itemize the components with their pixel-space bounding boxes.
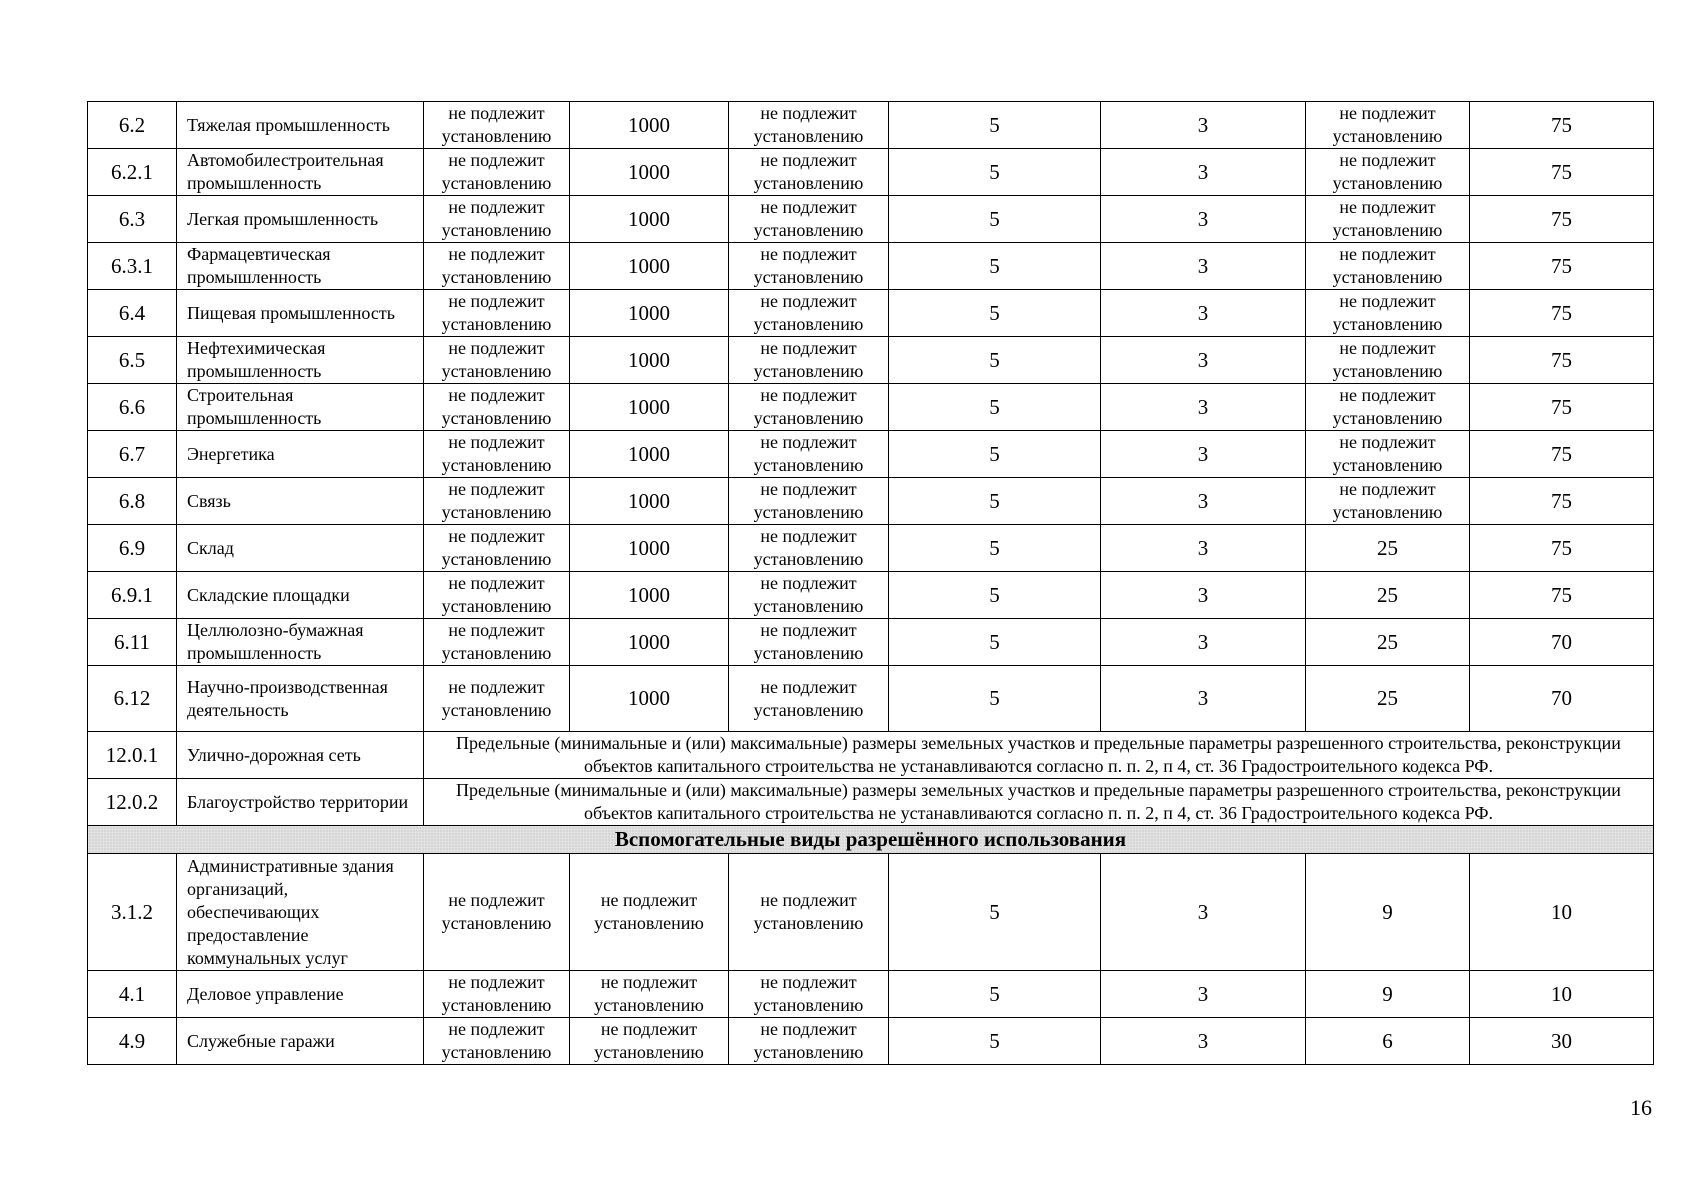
- max-area-cell: 1000: [570, 572, 729, 619]
- frontage-cell: не подлежит установлению: [729, 384, 889, 431]
- table-row: [88, 1018, 1654, 1065]
- name-cell: Служебные гаражи: [177, 1018, 424, 1065]
- table-row: [88, 666, 1654, 732]
- table-row: [88, 337, 1654, 384]
- height-cell: не подлежит установлению: [1306, 384, 1470, 431]
- setback-cell: 5: [889, 666, 1101, 732]
- code-cell: 6.7: [88, 431, 177, 478]
- setback-cell: 5: [889, 290, 1101, 337]
- floors-cell: 3: [1101, 196, 1306, 243]
- max-area-cell: 1000: [570, 290, 729, 337]
- height-cell: 25: [1306, 666, 1470, 732]
- frontage-cell: не подлежит установлению: [729, 525, 889, 572]
- max-area-cell: 1000: [570, 102, 729, 149]
- floors-cell: 3: [1101, 102, 1306, 149]
- table-row: [88, 431, 1654, 478]
- min-area-cell: не подлежит установлению: [424, 478, 570, 525]
- setback-cell: 5: [889, 854, 1101, 971]
- coverage-cell: 70: [1470, 619, 1654, 666]
- floors-cell: 3: [1101, 666, 1306, 732]
- code-cell: 6.2: [88, 102, 177, 149]
- setback-cell: 5: [889, 431, 1101, 478]
- code-cell: 6.2.1: [88, 149, 177, 196]
- setback-cell: 5: [889, 525, 1101, 572]
- height-cell: не подлежит установлению: [1306, 149, 1470, 196]
- height-cell: 25: [1306, 525, 1470, 572]
- setback-cell: 5: [889, 478, 1101, 525]
- frontage-cell: не подлежит установлению: [729, 431, 889, 478]
- name-cell: Строительная промышленность: [177, 384, 424, 431]
- code-cell: 6.3: [88, 196, 177, 243]
- code-cell: 12.0.2: [88, 779, 177, 826]
- floors-cell: 3: [1101, 971, 1306, 1018]
- frontage-cell: не подлежит установлению: [729, 196, 889, 243]
- table-row: [88, 478, 1654, 525]
- name-cell: Фармацевтическая промышленность: [177, 243, 424, 290]
- height-cell: не подлежит установлению: [1306, 102, 1470, 149]
- code-cell: 6.12: [88, 666, 177, 732]
- table-row: [88, 732, 1654, 779]
- min-area-cell: не подлежит установлению: [424, 431, 570, 478]
- code-cell: 6.5: [88, 337, 177, 384]
- height-cell: не подлежит установлению: [1306, 196, 1470, 243]
- code-cell: 6.4: [88, 290, 177, 337]
- setback-cell: 5: [889, 196, 1101, 243]
- min-area-cell: не подлежит установлению: [424, 384, 570, 431]
- name-cell: Научно-производственная деятельность: [177, 666, 424, 732]
- setback-cell: 5: [889, 149, 1101, 196]
- code-cell: 6.3.1: [88, 243, 177, 290]
- name-cell: Складские площадки: [177, 572, 424, 619]
- name-cell: Автомобилестроительная промышленность: [177, 149, 424, 196]
- max-area-cell: 1000: [570, 666, 729, 732]
- name-cell: Связь: [177, 478, 424, 525]
- name-cell: Административные здания организаций, обеспечивающих предоставление коммунальных услуг: [177, 854, 424, 971]
- frontage-cell: не подлежит установлению: [729, 243, 889, 290]
- setback-cell: 5: [889, 102, 1101, 149]
- frontage-cell: не подлежит установлению: [729, 619, 889, 666]
- floors-cell: 3: [1101, 431, 1306, 478]
- min-area-cell: не подлежит установлению: [424, 1018, 570, 1065]
- height-cell: 6: [1306, 1018, 1470, 1065]
- code-cell: 6.6: [88, 384, 177, 431]
- table-row: [88, 525, 1654, 572]
- coverage-cell: 10: [1470, 971, 1654, 1018]
- height-cell: 25: [1306, 619, 1470, 666]
- height-cell: не подлежит установлению: [1306, 337, 1470, 384]
- code-cell: 4.1: [88, 971, 177, 1018]
- frontage-cell: не подлежит установлению: [729, 572, 889, 619]
- coverage-cell: 75: [1470, 431, 1654, 478]
- max-area-cell: не подлежит установлению: [570, 971, 729, 1018]
- setback-cell: 5: [889, 337, 1101, 384]
- floors-cell: 3: [1101, 337, 1306, 384]
- floors-cell: 3: [1101, 243, 1306, 290]
- name-cell: Пищевая промышленность: [177, 290, 424, 337]
- min-area-cell: не подлежит установлению: [424, 102, 570, 149]
- frontage-cell: не подлежит установлению: [729, 149, 889, 196]
- frontage-cell: не подлежит установлению: [729, 1018, 889, 1065]
- height-cell: 9: [1306, 971, 1470, 1018]
- coverage-cell: 75: [1470, 337, 1654, 384]
- max-area-cell: не подлежит установлению: [570, 854, 729, 971]
- height-cell: 25: [1306, 572, 1470, 619]
- page-number: 16: [1630, 1095, 1652, 1120]
- name-cell: Легкая промышленность: [177, 196, 424, 243]
- min-area-cell: не подлежит установлению: [424, 196, 570, 243]
- frontage-cell: не подлежит установлению: [729, 666, 889, 732]
- frontage-cell: не подлежит установлению: [729, 290, 889, 337]
- max-area-cell: 1000: [570, 149, 729, 196]
- coverage-cell: 75: [1470, 525, 1654, 572]
- frontage-cell: не подлежит установлению: [729, 337, 889, 384]
- name-cell: Деловое управление: [177, 971, 424, 1018]
- height-cell: не подлежит установлению: [1306, 431, 1470, 478]
- setback-cell: 5: [889, 1018, 1101, 1065]
- code-cell: 6.9: [88, 525, 177, 572]
- code-cell: 6.9.1: [88, 572, 177, 619]
- coverage-cell: 75: [1470, 572, 1654, 619]
- coverage-cell: 75: [1470, 102, 1654, 149]
- floors-cell: 3: [1101, 619, 1306, 666]
- table-row: [88, 572, 1654, 619]
- max-area-cell: 1000: [570, 431, 729, 478]
- max-area-cell: 1000: [570, 337, 729, 384]
- name-cell: Улично-дорожная сеть: [177, 732, 424, 779]
- min-area-cell: не подлежит установлению: [424, 243, 570, 290]
- min-area-cell: не подлежит установлению: [424, 619, 570, 666]
- min-area-cell: не подлежит установлению: [424, 854, 570, 971]
- name-cell: Склад: [177, 525, 424, 572]
- floors-cell: 3: [1101, 290, 1306, 337]
- frontage-cell: не подлежит установлению: [729, 102, 889, 149]
- min-area-cell: не подлежит установлению: [424, 525, 570, 572]
- setback-cell: 5: [889, 971, 1101, 1018]
- floors-cell: 3: [1101, 854, 1306, 971]
- min-area-cell: не подлежит установлению: [424, 337, 570, 384]
- name-cell: Энергетика: [177, 431, 424, 478]
- coverage-cell: 30: [1470, 1018, 1654, 1065]
- note-cell: Предельные (минимальные и (или) максимальные) размеры земельных участков и предельные параметры разрешенного строительства, реконструкции объектов капитального строительства не устанавливаются согласно п. п. 2, п 4, ст. 36 Градостроительного кодекса РФ.: [424, 732, 1654, 779]
- coverage-cell: 75: [1470, 290, 1654, 337]
- setback-cell: 5: [889, 572, 1101, 619]
- name-cell: Благоустройство территории: [177, 779, 424, 826]
- coverage-cell: 70: [1470, 666, 1654, 732]
- coverage-cell: 10: [1470, 854, 1654, 971]
- coverage-cell: 75: [1470, 243, 1654, 290]
- coverage-cell: 75: [1470, 384, 1654, 431]
- min-area-cell: не подлежит установлению: [424, 666, 570, 732]
- floors-cell: 3: [1101, 478, 1306, 525]
- section-title: Вспомогательные виды разрешённого использования: [88, 826, 1654, 854]
- floors-cell: 3: [1101, 384, 1306, 431]
- height-cell: 9: [1306, 854, 1470, 971]
- setback-cell: 5: [889, 619, 1101, 666]
- min-area-cell: не подлежит установлению: [424, 149, 570, 196]
- name-cell: Нефтехимическая промышленность: [177, 337, 424, 384]
- max-area-cell: 1000: [570, 243, 729, 290]
- max-area-cell: 1000: [570, 619, 729, 666]
- max-area-cell: 1000: [570, 196, 729, 243]
- floors-cell: 3: [1101, 525, 1306, 572]
- code-cell: 12.0.1: [88, 732, 177, 779]
- table-row: [88, 243, 1654, 290]
- name-cell: Тяжелая промышленность: [177, 102, 424, 149]
- min-area-cell: не подлежит установлению: [424, 572, 570, 619]
- name-cell: Целлюлозно-бумажная промышленность: [177, 619, 424, 666]
- max-area-cell: 1000: [570, 384, 729, 431]
- height-cell: не подлежит установлению: [1306, 478, 1470, 525]
- table-row: [88, 619, 1654, 666]
- setback-cell: 5: [889, 384, 1101, 431]
- min-area-cell: не подлежит установлению: [424, 290, 570, 337]
- table-row: [88, 102, 1654, 149]
- floors-cell: 3: [1101, 149, 1306, 196]
- min-area-cell: не подлежит установлению: [424, 971, 570, 1018]
- floors-cell: 3: [1101, 1018, 1306, 1065]
- height-cell: не подлежит установлению: [1306, 290, 1470, 337]
- zoning-parameters-table: [87, 101, 1654, 1065]
- floors-cell: 3: [1101, 572, 1306, 619]
- frontage-cell: не подлежит установлению: [729, 854, 889, 971]
- table-body: [88, 102, 1654, 1065]
- height-cell: не подлежит установлению: [1306, 243, 1470, 290]
- frontage-cell: не подлежит установлению: [729, 971, 889, 1018]
- max-area-cell: 1000: [570, 525, 729, 572]
- note-cell: Предельные (минимальные и (или) максимальные) размеры земельных участков и предельные параметры разрешенного строительства, реконструкции объектов капитального строительства не устанавливаются согласно п. п. 2, п 4, ст. 36 Градостроительного кодекса РФ.: [424, 779, 1654, 826]
- coverage-cell: 75: [1470, 196, 1654, 243]
- table-row: [88, 971, 1654, 1018]
- table-row: [88, 196, 1654, 243]
- max-area-cell: 1000: [570, 478, 729, 525]
- code-cell: 6.8: [88, 478, 177, 525]
- coverage-cell: 75: [1470, 149, 1654, 196]
- table-row: [88, 149, 1654, 196]
- section-header-row: [88, 826, 1654, 854]
- code-cell: 6.11: [88, 619, 177, 666]
- code-cell: 3.1.2: [88, 854, 177, 971]
- table-row: [88, 290, 1654, 337]
- table-row: [88, 854, 1654, 971]
- table-row: [88, 384, 1654, 431]
- code-cell: 4.9: [88, 1018, 177, 1065]
- setback-cell: 5: [889, 243, 1101, 290]
- coverage-cell: 75: [1470, 478, 1654, 525]
- frontage-cell: не подлежит установлению: [729, 478, 889, 525]
- table-row: [88, 779, 1654, 826]
- max-area-cell: не подлежит установлению: [570, 1018, 729, 1065]
